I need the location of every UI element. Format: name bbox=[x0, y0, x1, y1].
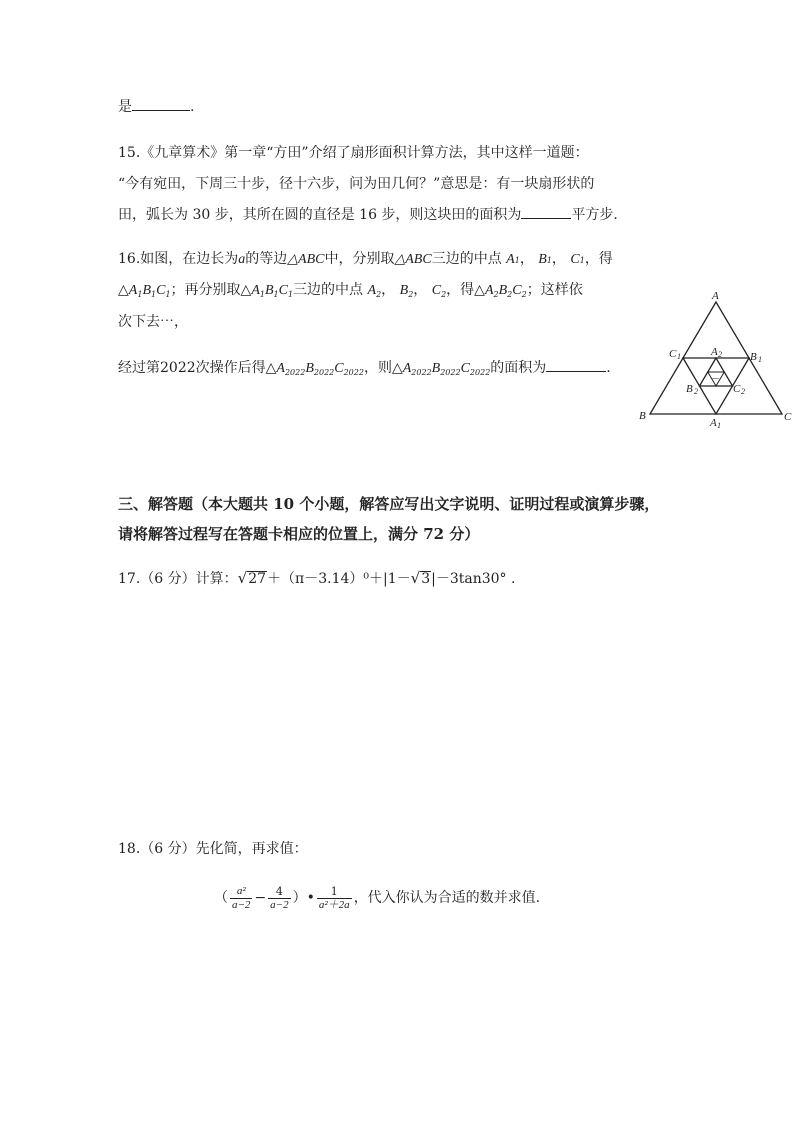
q17-line: 17.（6 分）计算：√27＋（π－3.14）⁰＋|1－√3|－3tan30° . bbox=[118, 569, 516, 587]
label-A2: A bbox=[711, 346, 718, 358]
svg-text:2: 2 bbox=[694, 387, 698, 396]
q18-line: 18.（6 分）先化简，再求值： bbox=[118, 841, 308, 857]
svg-text:2: 2 bbox=[741, 387, 745, 396]
fraction-3: $\frac{1}{\text{a²＋2a}}$ bbox=[318, 884, 350, 911]
label-A1: A bbox=[710, 417, 717, 429]
svg-text:2: 2 bbox=[718, 350, 722, 359]
q15-line1: 15.《九章算术》第一章“方田”介绍了扇形面积计算方法，其中这样一道题： bbox=[118, 145, 589, 161]
svg-text:1: 1 bbox=[677, 352, 681, 361]
q16-line3: 次下去⋯， bbox=[118, 314, 188, 330]
answer-blank[interactable] bbox=[132, 96, 190, 111]
q16-line2: $\triangle A_1B_1C_1$；再分别取$\triangle A_1B_1C_1$三边的中点 $A_2$， $B_2$， $C_2$，得$\triangle A_2B_2C_2$；这样依 bbox=[118, 282, 583, 299]
fraction-1: $\frac{\text{a²}}{a-2}$ bbox=[232, 884, 251, 911]
q16-line1: 16.如图，在边长为a的等边△ABC中，分别取△ABC三边的中点 A1， B1， C1，得 bbox=[118, 251, 613, 267]
answer-line-14: 是 . bbox=[118, 96, 194, 117]
q16-line4: 经过第2022次操作后得$\triangle A_{2022}B_{2022}C_{2022}$，则$\triangle A_{2022}B_{2022}C_{2022}$的面积为 . bbox=[118, 357, 611, 383]
q15-line2: “今有宛田，下周三十步，径十六步，问为田几何？”意思是：有一块扇形状的 bbox=[118, 176, 595, 192]
label-B: B bbox=[639, 410, 646, 422]
svg-text:1: 1 bbox=[758, 355, 762, 364]
answer-blank[interactable] bbox=[521, 204, 571, 219]
label-B1: B bbox=[750, 351, 757, 363]
section3-heading-line1: 三、解答题（本大题共 10 个小题，解答应写出文字说明、证明过程或演算步骤， bbox=[118, 495, 660, 513]
label-B2: B bbox=[686, 383, 693, 395]
svg-text:1: 1 bbox=[717, 421, 721, 430]
inner-dash: — bbox=[711, 373, 720, 383]
answer-blank[interactable] bbox=[546, 357, 606, 372]
label-C2: C bbox=[733, 383, 741, 395]
label-C1: C bbox=[669, 348, 677, 360]
fraction-2: $\frac{4}{a-2}$ bbox=[270, 884, 289, 911]
q18-expression: （ $\frac{\text{a²}}{a-2}$ − $\frac{4}{a-2}$ ）• $\frac{1}{\text{a²＋2a}}$ ，代入你认为合适的数并求值. bbox=[214, 884, 541, 911]
section3-heading-line2: 请将解答过程写在答题卡相应的位置上，满分 72 分） bbox=[118, 525, 480, 543]
triangle-figure bbox=[636, 288, 794, 432]
label-C: C bbox=[784, 411, 792, 423]
q15-line3: 田，弧长为 30 步，其所在圆的直径是 16 步，则这块田的面积为 平方步. bbox=[118, 204, 618, 225]
label-A: A bbox=[712, 290, 719, 302]
